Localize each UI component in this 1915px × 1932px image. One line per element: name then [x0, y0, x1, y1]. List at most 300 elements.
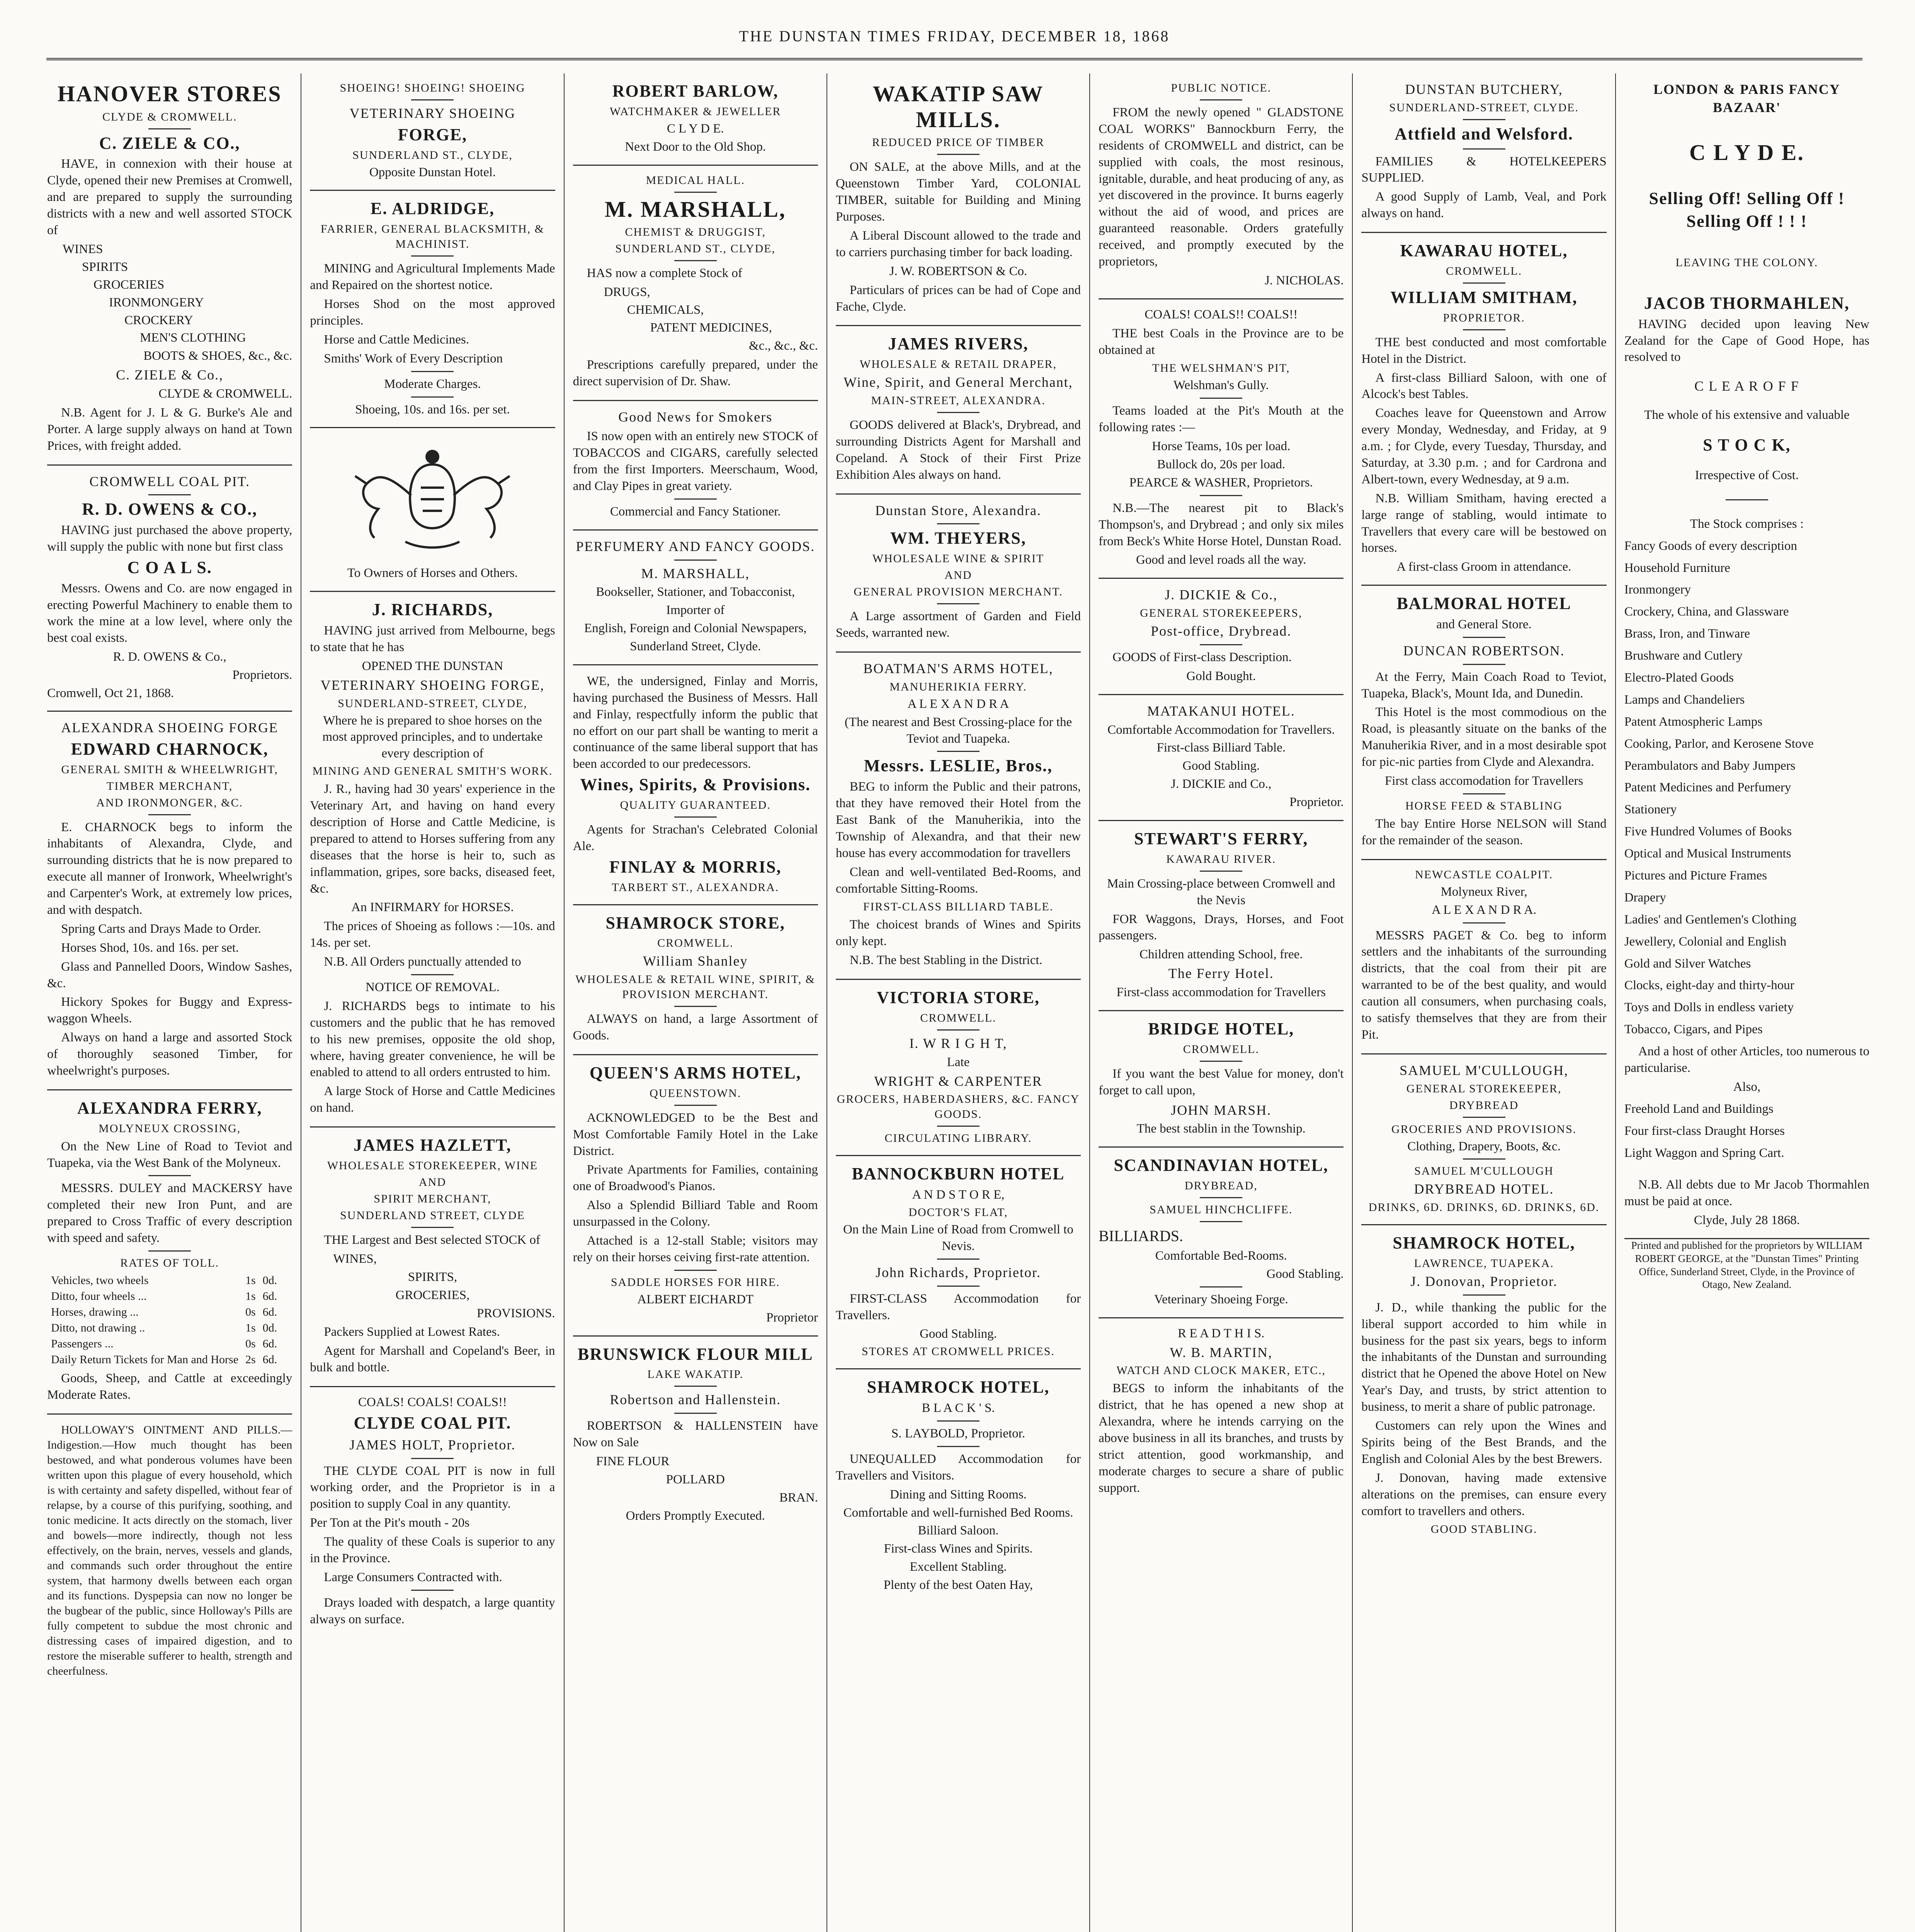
ad-line: Commercial and Fancy Stationer.	[610, 504, 781, 519]
ad-title: CLYDE COAL PIT.	[354, 1413, 512, 1432]
toll-pence: 0d.	[262, 1321, 277, 1335]
ad-body: ACKNOWLEDGED to be the Best and Most Comfortable Family Hotel in the Lake District.	[573, 1111, 818, 1158]
owner-name: ALBERT EICHARDT	[637, 1292, 754, 1306]
firm-name: Messrs. LESLIE, Bros.,	[864, 756, 1053, 776]
ad-line: First-class Wines and Spirits.	[884, 1542, 1033, 1556]
ad-line: Children attending School, free.	[1139, 947, 1303, 962]
firm-name: FINLAY & MORRIS,	[609, 857, 782, 876]
divider	[937, 1286, 980, 1287]
list-item: Optical and Musical Instruments	[1624, 847, 1791, 861]
ad-title: QUEEN'S ARMS HOTEL,	[589, 1063, 801, 1082]
owner-name: JAMES HOLT, Proprietor.	[349, 1437, 516, 1452]
stock-item: DRUGS,	[604, 285, 650, 299]
ad-title: MEDICAL HALL.	[646, 173, 745, 187]
ad-place: DOCTOR'S FLAT,	[908, 1206, 1008, 1219]
list-item: Five Hundred Volumes of Books	[1624, 825, 1792, 839]
ad-victoria-store	[836, 980, 1081, 1156]
trade: WHOLESALE & RETAIL WINE, SPIRIT, & PROVISION MERCHANT.	[575, 973, 816, 1001]
price-value: 20s	[452, 1516, 470, 1530]
removal-title: NOTICE OF REMOVAL.	[366, 980, 500, 995]
ad-body: THE best Coals in the Province are to be obtained at	[1099, 326, 1344, 357]
divider	[674, 1006, 717, 1007]
trade: SPIRIT MERCHANT,	[374, 1192, 492, 1205]
ad-title: FORGE,	[398, 125, 468, 144]
ad-title: PUBLIC NOTICE.	[1171, 82, 1272, 94]
owner-name: E. ALDRIDGE,	[370, 199, 495, 218]
ad-title: NEWCASTLE COALPIT.	[1415, 868, 1553, 881]
ad-place: SUNDERLAND STREET, CLYDE	[340, 1209, 525, 1222]
list-item: Electro-Plated Goods	[1624, 670, 1734, 685]
divider	[1463, 664, 1505, 665]
ad-place: CROMWELL.	[1446, 264, 1522, 277]
trade: WHOLESALE WINE & SPIRIT	[872, 552, 1044, 565]
ad-place: CROMWELL.	[657, 937, 734, 950]
divider	[674, 1413, 717, 1414]
trade: WHOLESALE & RETAIL DRAPER,	[859, 358, 1057, 371]
divider	[1726, 499, 1768, 500]
list-item: Drapery	[1624, 890, 1666, 905]
ad-body: IS now open with an entirely new STOCK of TOBACCOS and CIGARS, carefully selected from the first Importers. Meerschaum, Wood, and Clay Pipes in great variety.	[573, 429, 818, 493]
ad-line: Good Stabling.	[920, 1327, 997, 1341]
ad-title: SHAMROCK STORE,	[605, 913, 785, 932]
owner-name: J. Donovan, Proprietor.	[1410, 1274, 1558, 1289]
signature-title: Proprietor.	[1289, 795, 1344, 810]
list-item: Tobacco, Cigars, and Pipes	[1624, 1022, 1763, 1037]
owner-name: ROBERT BARLOW,	[612, 82, 779, 100]
ad-line: Importer of	[666, 603, 725, 617]
ad-line: Good Stabling.	[1182, 759, 1260, 773]
nota-bene: N.B. William Smitham, having erected a large range of stabling, would intimate to Travellers that every care will be bestowed on horses.	[1361, 491, 1607, 555]
ad-title: DUNSTAN BUTCHERY,	[1405, 82, 1563, 97]
ad-bridge-hotel	[1099, 1011, 1344, 1148]
ad-footer: Orders Promptly Executed.	[626, 1509, 765, 1523]
charges: Moderate Charges.	[384, 377, 481, 391]
ad-line: OPENED THE DUNSTAN	[362, 659, 503, 673]
infirmary: An INFIRMARY for HORSES.	[351, 900, 514, 915]
table-row	[48, 1352, 280, 1367]
divider	[1200, 1286, 1242, 1287]
ad-body: Large Consumers Contracted with.	[324, 1570, 502, 1584]
divider	[674, 192, 717, 193]
ad-body: A Large assortment of Garden and Field Seeds, warranted new.	[835, 609, 1081, 640]
ad-title: STEWART'S FERRY,	[1134, 829, 1308, 848]
stock-item: PATENT MEDICINES,	[650, 320, 772, 335]
hotel-name: DRYBREAD HOTEL.	[1414, 1181, 1554, 1197]
column-3	[565, 73, 827, 1932]
ad-location-note: Next Door to the Old Shop.	[625, 139, 766, 154]
ad-title: SHAMROCK HOTEL,	[1393, 1233, 1575, 1253]
ad-body: FIRST-CLASS Accommodation for Travellers.	[835, 1291, 1081, 1322]
ad-title: ALEXANDRA SHOEING FORGE	[61, 719, 279, 735]
ad-line: Agent for Marshall and Copeland's Beer, in bulk and bottle.	[310, 1344, 555, 1375]
column-5	[1090, 73, 1353, 1932]
ad-place: LAKE WAKATIP.	[647, 1368, 744, 1381]
list-item: Jewellery, Colonial and English	[1624, 934, 1787, 949]
ad-dunstan-butchery	[1361, 73, 1606, 233]
ad-body: HAVING decided upon leaving New Zealand for the Cape of Good Hope, has resolved to	[1624, 317, 1869, 364]
ad-dickie-co	[1099, 579, 1344, 695]
date: Cromwell, Oct 21, 1868.	[47, 686, 174, 701]
ad-finlay-morris	[573, 665, 818, 905]
toll-item: Horses, drawing ...	[51, 1306, 139, 1319]
column-1	[39, 73, 301, 1932]
ad-body: The bay Entire Horse NELSON will Stand for the remainder of the season.	[1361, 816, 1607, 847]
ad-title: BRIDGE HOTEL,	[1148, 1019, 1294, 1038]
ad-body: E. CHARNOCK begs to inform the inhabitants of Alexandra, Clyde, and surrounding districts that he is now prepared to execute all manner of Ironwork, Wheelwright's and Carpenter's Work, at extremely low prices, and with despatch.	[47, 820, 293, 917]
ad-body: At the Ferry, Main Coach Road to Teviot, Tuapeka, Black's, Mount Ida, and Dunedin.	[1361, 670, 1607, 701]
ad-body: BEG to inform the Public and their patrons, that they have removed their Hotel from the East Bank of the Manuherikia, into the Township of Alexandra, and that their new house has every accommodation for travellers	[835, 780, 1081, 860]
list-item: Ladies' and Gentlemen's Clothing	[1624, 912, 1797, 927]
divider	[1200, 99, 1242, 100]
ad-line: First-class accommodation for Travellers	[1116, 985, 1326, 1000]
coals-heading: C O A L S.	[127, 558, 212, 577]
masthead: THE DUNSTAN TIMES FRIDAY, DECEMBER 18, 1868	[739, 27, 1170, 45]
ad-body: J. D., while thanking the public for the liberal support accorded to him while in business for the past six years, begs to inform the inhabitants of the Dunstan and surrounding district that he Opened the above Hotel on New Year's Day, and trusts, by strict attention to business, to merit a share of public patronage.	[1361, 1300, 1607, 1414]
ad-stewarts-ferry	[1099, 821, 1344, 1011]
trade: TIMBER MERCHANT,	[106, 779, 233, 793]
owner-name: S. LAYBOLD, Proprietor.	[891, 1427, 1026, 1440]
divider	[937, 1029, 980, 1031]
trade: GENERAL STOREKEEPER,	[1406, 1082, 1562, 1095]
ad-place: SUNDERLAND ST., CLYDE,	[352, 148, 513, 162]
owner-name: M. MARSHALL,	[605, 196, 786, 222]
ad-body: J. R., having had 30 years' experience in the Veterinary Art, and having on hand every description of Horse and Cattle Medicine, is prepared to attend to Horses suffering from any diseases that the horse is heir to, such as inflammation, gripes, sore backs, diseased feet, &c.	[310, 782, 555, 896]
ad-line: Clothing, Drapery, Boots, &c.	[1407, 1139, 1561, 1153]
divider	[411, 396, 454, 398]
owner-name: John Richards, Proprietor.	[876, 1264, 1041, 1280]
ad-place: Welshman's Gully.	[1173, 378, 1269, 393]
ad-body: Clean and well-ventilated Bed-Rooms, and comfortable Sitting-Rooms.	[835, 865, 1081, 896]
toll-shillings: 1s	[245, 1290, 256, 1303]
list-item: Brushware and Cutlery	[1624, 649, 1743, 663]
ad-line: STORES AT CROMWELL PRICES.	[862, 1345, 1055, 1358]
prices: The prices of Shoeing as follows :—10s. and 14s. per set.	[310, 919, 555, 950]
ad-title: To Owners of Horses and Others.	[347, 566, 518, 580]
divider	[674, 1386, 717, 1387]
divider	[148, 128, 191, 129]
ad-body: Drays loaded with despatch, a large quantity always on surface.	[310, 1595, 555, 1626]
firm-name: J. DICKIE & Co.,	[1165, 587, 1278, 603]
ad-holloways	[47, 1415, 292, 1689]
ad-title: VETERINARY SHOEING	[349, 105, 516, 121]
ad-line: Plenty of the best Oaten Hay,	[883, 1578, 1033, 1592]
ad-body: HAVING just arrived from Melbourne, begs to state that he has	[310, 624, 555, 654]
price-line	[310, 1515, 555, 1531]
owner-name: DUNCAN ROBERTSON.	[1403, 643, 1565, 658]
divider	[411, 255, 454, 257]
divider	[148, 494, 191, 495]
imprint: Printed and published for the proprietors by WILLIAM ROBERT GEORGE, at the "Dunstan Times" Printing Office, Sunderland Street, Clyde, in the Province of Otago, New Zealand.	[1631, 1240, 1863, 1291]
ad-body: WE, the undersigned, Finlay and Morris, having purchased the Business of Messrs. Hall and Finlay, respectfully inform the public that no effort on our part shall be wanting to merit a continuance of the same liberal support that has been accorded to our predecessors.	[573, 674, 818, 771]
ad-aldridge	[310, 191, 555, 428]
ad-body: The whole of his extensive and valuable	[1644, 408, 1850, 422]
stock-heading: S T O C K,	[1703, 435, 1791, 455]
trade: GENERAL PROVISION MERCHANT.	[854, 585, 1063, 599]
ad-title: ALEXANDRA FERRY,	[77, 1098, 262, 1117]
ad-body: Teams loaded at the Pit's Mouth at the following rates :—	[1099, 404, 1344, 435]
list-item: Lamps and Chandeliers	[1624, 692, 1745, 707]
divider	[674, 1270, 717, 1271]
list-item: Freehold Land and Buildings	[1624, 1102, 1774, 1116]
divider	[674, 816, 717, 818]
ad-line: BILLIARDS.	[1099, 1227, 1184, 1245]
ad-body: HAVING just purchased the above property, will supply the public with none but first class	[47, 523, 293, 554]
ad-line: Always on hand a large and assorted Stock of thoroughly seasoned Timber, for wheelwright's purposes.	[47, 1031, 293, 1078]
ad-bannockburn-hotel	[836, 1156, 1081, 1369]
ad-line: QUALITY GUARANTEED.	[620, 799, 771, 812]
ad-line: Packers Supplied at Lowest Rates.	[324, 1325, 500, 1339]
ad-line: The best stablin in the Township.	[1136, 1122, 1306, 1136]
ad-welshmans-pit	[1099, 299, 1344, 579]
list-item: Fancy Goods of every description	[1624, 539, 1797, 553]
ad-body: MESSRS. DULEY and MACKERSY have completed their new Iron Punt, and are prepared to Cross Traffic of every description with speed and safety.	[47, 1181, 293, 1245]
list-item: Crockery, China, and Glassware	[1624, 605, 1789, 619]
ad-line: Horse and Cattle Medicines.	[324, 332, 469, 347]
ad-line: Good Stabling.	[1266, 1267, 1344, 1281]
toll-shillings: 1s	[245, 1321, 256, 1335]
trade: WHOLESALE STOREKEEPER, WINE	[327, 1159, 538, 1172]
ad-line: CIRCULATING LIBRARY.	[884, 1132, 1032, 1145]
owner-name: I. W R I G H T,	[909, 1035, 1007, 1051]
ad-body: Main Crossing-place between Cromwell and the Nevis	[1107, 876, 1335, 907]
ad-line: Irrespective of Cost.	[1695, 468, 1799, 482]
toll-item: Passengers ...	[51, 1337, 114, 1350]
ad-barlow	[573, 73, 818, 166]
ad-title: BOATMAN'S ARMS HOTEL,	[863, 660, 1053, 676]
ad-subtitle: REDUCED PRICE OF TIMBER	[872, 136, 1045, 149]
ad-title: BANNOCKBURN HOTEL	[852, 1164, 1065, 1184]
ad-scandinavian-hotel	[1099, 1148, 1344, 1318]
ad-richards	[310, 592, 555, 1128]
ad-kicker: SHOEING! SHOEING! SHOEING	[340, 82, 526, 94]
forge-name: VETERINARY SHOEING FORGE,	[320, 677, 545, 693]
divider	[148, 814, 191, 815]
ad-footer: Goods, Sheep, and Cattle at exceedingly Moderate Rates.	[47, 1371, 293, 1402]
ad-body: ALWAYS on hand, a large Assortment of Goods.	[573, 1012, 818, 1043]
stock-item: CHEMICALS,	[627, 303, 704, 317]
ad-title: SHAMROCK HOTEL,	[867, 1378, 1050, 1397]
ad-line: Agents for Strachan's Celebrated Colonial Ale.	[573, 823, 818, 853]
rate-line: Bullock do, 20s per load.	[1157, 457, 1286, 472]
column-2	[301, 73, 564, 1932]
ad-title: PERFUMERY AND FANCY GOODS.	[576, 538, 815, 554]
owner-name: M. MARSHALL,	[641, 565, 750, 581]
ad-line: Dining and Sitting Rooms.	[890, 1487, 1027, 1502]
ad-subtitle: A N D S T O R E,	[912, 1188, 1005, 1202]
ad-title: HANOVER STORES	[57, 81, 282, 106]
ad-body: A large Stock of Horse and Cattle Medicines on hand.	[310, 1084, 555, 1115]
nota-bene: N.B. All Orders punctually attended to	[324, 955, 521, 969]
ad-place: CROMWELL.	[920, 1011, 997, 1024]
ad-line: Comfortable and well-furnished Bed Rooms.	[843, 1505, 1073, 1520]
divider	[674, 260, 717, 261]
ad-kicker: R E A D T H I S.	[1178, 1326, 1265, 1340]
ad-clyde-coal-pit	[310, 1387, 555, 1638]
divider	[411, 974, 454, 975]
list-item: Patent Atmospheric Lamps	[1624, 714, 1763, 729]
divider	[674, 1105, 717, 1106]
toll-item: Ditto, four wheels ...	[51, 1290, 147, 1303]
price-label: Per Ton at the Pit's mouth -	[310, 1516, 449, 1530]
ad-queens-arms	[573, 1055, 818, 1337]
divider	[937, 603, 980, 604]
ad-body: Coaches leave for Queenstown and Arrow every Monday, Wednesday, and Friday, at 9 a.m. ; for Clyde, every Tuesday, Thursday, and Saturday, at 3.30 p.m. ; and for Cardrona and Albert-town, every Wednesday, at 9 a.m.	[1361, 406, 1607, 486]
list-item: Toys and Dolls in endless variety	[1624, 1000, 1794, 1015]
ad-title: MATAKANUI HOTEL.	[1147, 703, 1295, 719]
ad-town: A L E X A N D R A	[907, 697, 1009, 711]
clear-off: C L E A R O F F	[1694, 378, 1799, 394]
ad-body: J. RICHARDS begs to intimate to his customers and the public that he has removed to his new premises, opposite the old shop, where, having greater convenience, he will be enabled to attend to all orders entrusted to him.	[310, 999, 555, 1080]
stock-item: PROVISIONS.	[476, 1306, 555, 1320]
signature: R. D. OWENS & Co.,	[113, 650, 226, 664]
divider	[1463, 637, 1505, 638]
ad-title: CROMWELL COAL PIT.	[89, 473, 250, 489]
ad-kicker: COALS! COALS!! COALS!!	[1145, 307, 1298, 321]
ad-shamrock-hotel-lawrence	[1361, 1225, 1606, 1546]
list-item: Cooking, Parlor, and Kerosene Stove	[1624, 736, 1814, 751]
ad-town: A L E X A N D R A.	[1432, 903, 1537, 917]
divider	[937, 154, 980, 155]
toll-pence: 6d.	[262, 1306, 277, 1319]
ad-line: Smiths' Work of Every Description	[324, 351, 503, 366]
selling-off: Selling Off! Selling Off !	[1649, 189, 1845, 208]
list-item: Gold and Silver Watches	[1624, 956, 1751, 971]
ad-fancy-bazaar	[1624, 73, 1869, 1239]
divider	[1200, 1061, 1242, 1062]
firm-name: R. D. OWENS & CO.,	[82, 500, 258, 519]
ad-place: KAWARAU RIVER.	[1166, 852, 1276, 866]
ad-title: LONDON & PARIS FANCY BAZAAR'	[1653, 82, 1840, 115]
ad-body: A first-class Billiard Saloon, with one of Alcock's best Tables.	[1361, 371, 1607, 401]
ad-line: DRINKS, 6D. DRINKS, 6D. DRINKS, 6D.	[1368, 1201, 1600, 1214]
signature: C. ZIELE & Co.,	[116, 367, 224, 383]
ad-place: Molyneux River,	[1441, 884, 1527, 899]
ad-place: SUNDERLAND-STREET, CLYDE.	[1389, 101, 1579, 114]
ad-alexandra-ferry	[47, 1090, 292, 1415]
ad-location-note: Opposite Dunstan Hotel.	[369, 165, 496, 179]
ad-line: A first-class Groom in attendance.	[1396, 560, 1571, 574]
date: Clyde, July 28 1868.	[1694, 1213, 1800, 1228]
column-7	[1616, 73, 1878, 1932]
ad-body: Attached is a 12-stall Stable; visitors may rely on their horses ceiving first-rate attention.	[573, 1234, 818, 1264]
divider	[1200, 1197, 1242, 1198]
stock-item: SPIRITS,	[408, 1270, 457, 1284]
ad-body: ROBERTSON & HALLENSTEIN have Now on Sale	[573, 1419, 818, 1450]
ad-body: Messrs. Owens and Co. are now engaged in erecting Powerful Machinery to enable them to work the mine at a low level, where only the best coal exists.	[47, 581, 293, 645]
ad-perfumery	[573, 531, 818, 665]
ad-wakatip-saw-mills	[836, 73, 1081, 326]
ad-body: Customers can rely upon the Wines and Spirits being of the Best Brands, and the English and Colonial Ales by the best Brewers.	[1361, 1419, 1607, 1466]
trade: AND	[944, 569, 972, 582]
ad-line: Horses Shod on the most approved principles.	[310, 297, 555, 328]
ad-line: Billiard Saloon.	[918, 1524, 999, 1538]
toll-item: Vehicles, two wheels	[51, 1274, 149, 1287]
divider	[1200, 398, 1242, 399]
divider	[1463, 282, 1505, 284]
rate-line: Horse Teams, 10s per load.	[1152, 439, 1291, 454]
divider	[411, 371, 454, 372]
ad-good-news-smokers	[573, 401, 818, 531]
owner-name: JOHN MARSH.	[1171, 1102, 1272, 1118]
nota-bene: N.B. Agent for J. L & G. Burke's Ale and Porter. A large supply always on hand at Town Prices, with freight added.	[47, 405, 293, 453]
ad-place: MOLYNEUX CROSSING,	[99, 1122, 241, 1135]
divider	[1200, 871, 1242, 872]
table-row	[48, 1336, 280, 1351]
ad-line: Comfortable Bed-Rooms.	[1155, 1249, 1287, 1263]
ad-body: The quality of these Coals is superior to any in the Province.	[310, 1535, 555, 1566]
list-item: Stationery	[1624, 803, 1677, 817]
signature: J. NICHOLAS.	[1264, 273, 1344, 287]
masthead-rule	[46, 58, 1862, 60]
toll-item: Ditto, not drawing ..	[51, 1321, 145, 1335]
ad-line: Glass and Pannelled Doors, Window Sashes, &c.	[47, 959, 293, 990]
owner-name: JAMES RIVERS,	[888, 334, 1029, 354]
ad-line: Also,	[1733, 1080, 1761, 1094]
ad-james-rivers	[836, 326, 1081, 494]
trade: GROCERS, HABERDASHERS, &C. FANCY GOODS.	[837, 1093, 1080, 1121]
trade: GENERAL STOREKEEPERS,	[1140, 607, 1303, 620]
ad-place: QUEENSTOWN.	[650, 1087, 742, 1100]
divider	[674, 560, 717, 561]
ad-title: VICTORIA STORE,	[876, 988, 1040, 1007]
firm-name: Robertson and Hallenstein.	[610, 1392, 781, 1408]
ad-body: FOR Waggons, Drays, Horses, and Foot passengers.	[1099, 912, 1344, 943]
list-item: Light Waggon and Spring Cart.	[1624, 1146, 1784, 1160]
list-item: Ironmongery	[1624, 583, 1691, 597]
stock-item: WINES,	[333, 1252, 377, 1266]
signature: J. W. ROBERTSON & Co.	[889, 264, 1027, 278]
stock-item: CROCKERY	[124, 313, 193, 327]
divider	[1463, 1117, 1505, 1118]
ad-body: Where he is prepared to shoe horses on the most approved principles, and to undertake every description of	[322, 713, 543, 761]
firm-name: WRIGHT & CARPENTER	[874, 1073, 1043, 1089]
trade: WATCH AND CLOCK MAKER, ETC.,	[1116, 1364, 1326, 1377]
hotel-name: The Ferry Hotel.	[1168, 966, 1274, 981]
trade: CHEMIST & DRUGGIST,	[625, 226, 766, 239]
ad-body: ON SALE, at the above Mills, and at the Queenstown Timber Yard, COLONIAL TIMBER, suitable for Building and Mining Purposes.	[835, 160, 1081, 224]
ad-public-notice	[1099, 73, 1344, 299]
ad-mccullough	[1361, 1054, 1606, 1225]
stock-item: BRAN.	[779, 1490, 818, 1505]
trade: AND	[418, 1175, 446, 1189]
ad-shamrock-store	[573, 905, 818, 1055]
signature-place: CLYDE & CROMWELL.	[158, 386, 293, 401]
signature-title: Proprietor	[766, 1310, 818, 1325]
stock-item: &c., &c., &c.	[749, 338, 818, 353]
ad-shamrock-hotel-blacks	[836, 1369, 1081, 1603]
divider	[148, 1175, 191, 1176]
ad-body: BEGS to inform the inhabitants of the district, that he has opened a new shop at Alexandra, where he intends carrying on the above business in all its branches, and trusts by strict attention, good workmanship, and moderate charges to secure a share of public support.	[1099, 1381, 1344, 1495]
ad-brunswick-flour-mill	[573, 1337, 818, 1534]
stock-item: SPIRITS	[82, 260, 128, 274]
stock-item: FINE FLOUR	[596, 1454, 670, 1468]
divider	[937, 1126, 980, 1127]
divider	[1463, 148, 1505, 150]
divider	[1463, 1158, 1505, 1160]
ad-line: Good and level roads all the way.	[1136, 553, 1306, 567]
ad-line: SADDLE HORSES FOR HIRE.	[611, 1276, 780, 1289]
ad-line: Bookseller, Stationer, and Tobacconist,	[596, 585, 795, 599]
table-row	[48, 1304, 280, 1320]
owner-name: SAMUEL HINCHCLIFFE.	[1150, 1203, 1293, 1216]
list-item: Four first-class Draught Horses	[1624, 1124, 1785, 1138]
ad-body: HAVE, in connexion with their house at Clyde, opened their new Premises at Cromwell, and are prepared to supply the surrounding districts with a new and well assorted STOCK of	[47, 157, 293, 238]
ad-title: KAWARAU HOTEL,	[1400, 241, 1568, 260]
column-6	[1353, 73, 1616, 1932]
ad-body: This Hotel is the most commodious on the Road, is pleasantly situate on the banks of the Manuherikia River, and in a most desirable spot for pic-nic parties from Clyde and Alexandra.	[1361, 705, 1607, 769]
horses-crest-icon	[344, 441, 521, 557]
tolls-title: RATES OF TOLL.	[120, 1257, 219, 1270]
